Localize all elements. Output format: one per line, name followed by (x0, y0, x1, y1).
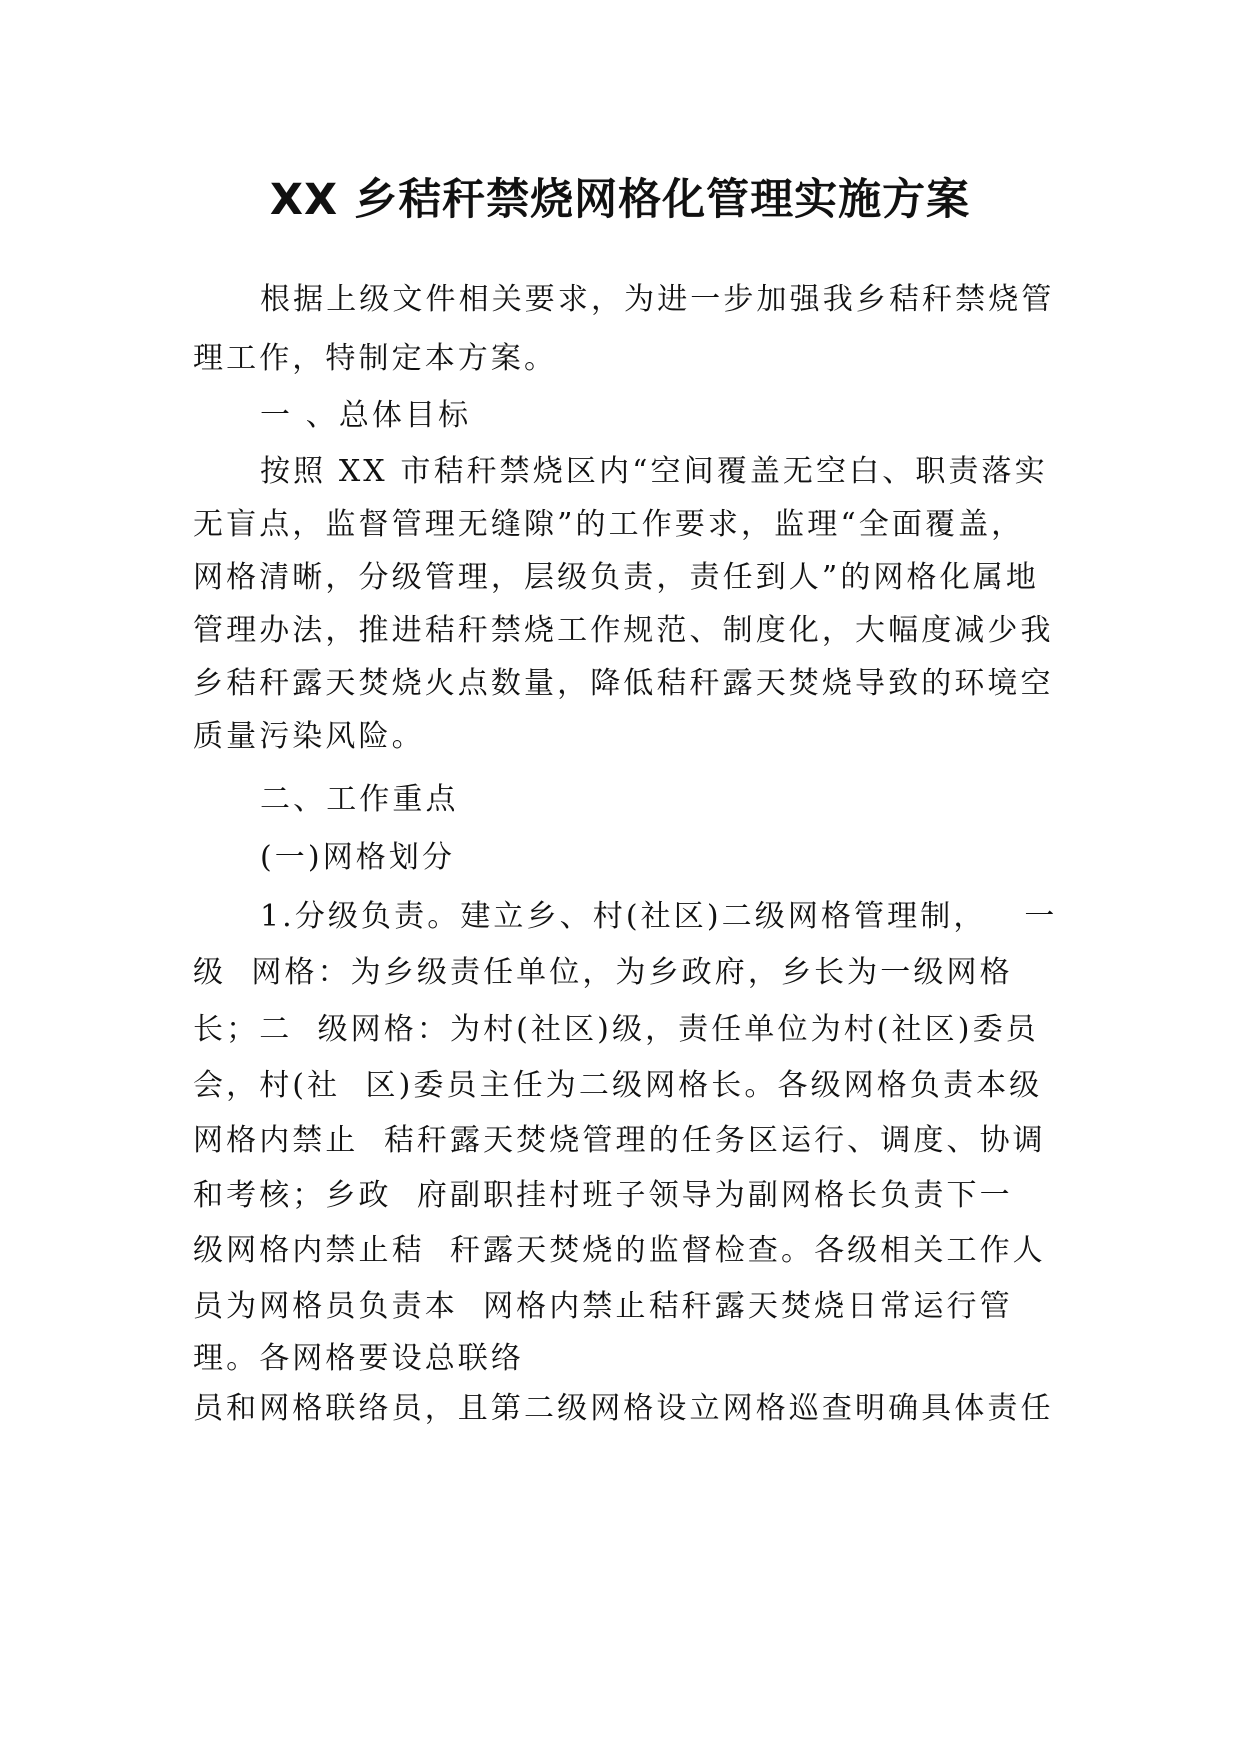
body-line: 乡秸秆露天焚烧火点数量，降低秸秆露天焚烧导致的环境空 (193, 666, 1054, 701)
body-line: 网格内禁止 秸秆露天焚烧管理的任务区运行、调度、协调 (193, 1123, 1046, 1158)
section-heading: 一 、总体目标 (260, 398, 472, 433)
subsection-heading: (一)网格划分 (260, 840, 456, 875)
body-line: 理。各网格要设总联络 (193, 1341, 524, 1376)
document-title: XX 乡秸秆禁烧网格化管理实施方案 (269, 175, 971, 225)
body-line: 无盲点，监督管理无缝隙”的工作要求，监理“全面覆盖， (193, 507, 1025, 542)
body-line: 1.分级负责。建立乡、村(社区)二级网格管理制， 一 (260, 899, 1058, 934)
body-line: 级 网格：为乡级责任单位，为乡政府，乡长为一级网格 (193, 955, 1013, 990)
body-line: 网格清晰，分级管理，层级负责，责任到人”的网格化属地 (193, 560, 1039, 595)
body-line: 级网格内禁止秸 秆露天焚烧的监督检查。各级相关工作人 (193, 1233, 1046, 1268)
body-line: 理工作，特制定本方案。 (193, 341, 558, 376)
section-heading: 二、工作重点 (260, 782, 459, 817)
body-line: 员为网格员负责本 网格内禁止秸秆露天焚烧日常运行管 (193, 1289, 1013, 1324)
body-line: 质量污染风险。 (193, 719, 425, 754)
body-line: 长；二 级网格：为村(社区)级，责任单位为村(社区)委员 (193, 1012, 1039, 1047)
body-line: 会，村(社 区)委员主任为二级网格长。各级网格负责本级 (193, 1068, 1043, 1103)
body-line: 根据上级文件相关要求，为进一步加强我乡秸秆禁烧管 (260, 282, 1055, 317)
body-line: 员和网格联络员，且第二级网格设立网格巡查明确具体责任 (193, 1391, 1054, 1426)
body-line: 和考核；乡政 府副职挂村班子领导为副网格长负责下一 (193, 1178, 1013, 1213)
body-line: 管理办法，推进秸秆禁烧工作规范、制度化，大幅度减少我 (193, 613, 1054, 648)
body-line: 按照 XX 市秸秆禁烧区内“空间覆盖无空白、职责落实 (260, 454, 1048, 489)
